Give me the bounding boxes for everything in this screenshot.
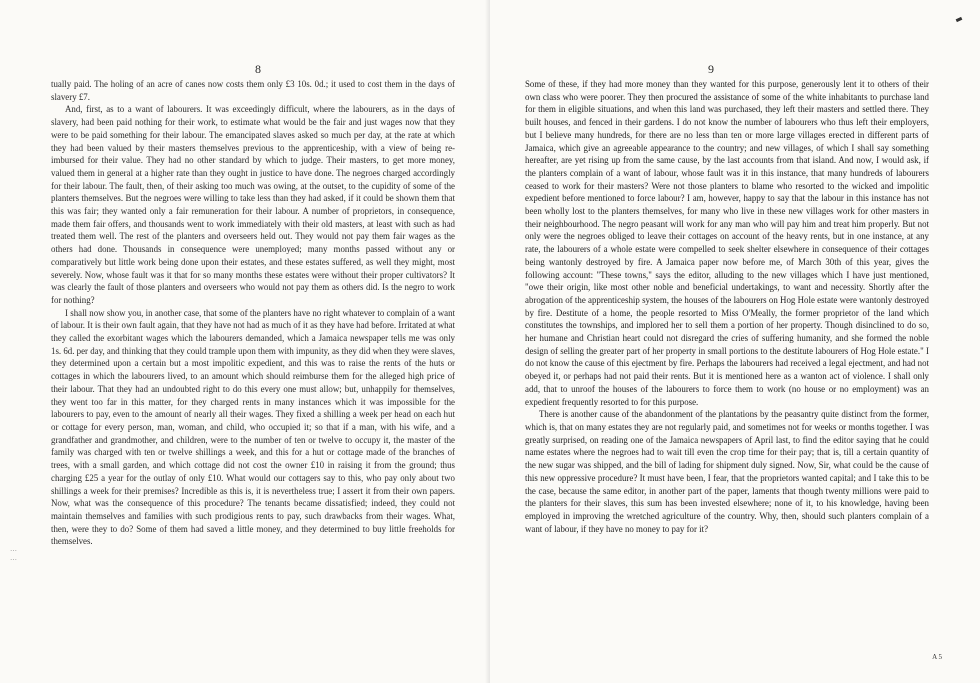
corner-mark — [956, 17, 963, 22]
page-number-left: 8 — [255, 62, 261, 76]
right-page — [490, 0, 980, 683]
margin-smudge: … … — [10, 545, 17, 562]
left-paragraph-2: And, first, as to a want of labourers. It was exceedingly difficult, where the labourers, as in the days of slavery, had been paid nothing for their work, to estimate what would be the fair and just wages now that they were to be paid something for their labour. The emancipated slaves asked so much per day, at the rate at which they had been valued by their masters themselves previous to the apprenticeship, with a view of being re-imbursed for their value. They had no other standard by which to judge. Their masters, to get more money, valued them in general at a higher rate than they ought in justice to have done. The negroes charged accordingly for their labour. The fault, then, of their asking too much was owing, at the outset, to the cupidity of some of the planters themselves. But the negroes were willing to take less than they had asked, if it could be shown them that this was fair; they wanted only a fair remuneration for their labour. A number of proprietors, in consequence, made them fair offers, and thousands went to work immediately with their old masters, at least with such as had treated them well. The rest of the planters and overseers held out. They would not pay them fair wages as the others had done. Thousands in consequence were unemployed; many months passed without any or comparatively but little work being done upon their estates, and these estates suffered, as well they might, most severely. Now, whose fault was it that for so many months these estates were without their proper cultivators? It was clearly the fault of those planters and overseers who would not pay them as others did. Is the negro to work for nothing? — [51, 104, 455, 305]
right-page-text — [525, 78, 929, 535]
left-paragraph-3: I shall now show you, in another case, that some of the planters have no right whatever to complain of a want of labour. It is their own fault again, that they have not had as much of it as they have had before. Irritated at what they called the exorbitant wages which the labourers demanded, which a Jamaica newspaper tells me was only 1s. 6d. per day, and thinking that they could trample upon them with impunity, as they did when they were slaves, they determined upon a certain but a most impolitic expedient, and this was to raise the rents of the huts or cottages in which the labourers lived, to an amount which should reimburse them for the alleged high price of their labour. That they had an undoubted right to do this every one must allow; but, unhappily for themselves, they went too far in this matter, for they charged rents in many instances which it was impossible for the labourers to pay, even to the amount of nearly all their wages. They fixed a shilling a week per head on each hut or cottage for every person, man, woman, and child, who occupied it; so that if a man, with his wife, and a grandfather and grandmother, and children, were to the number of ten or twelve to occupy it, the master of the family was charged with ten or twelve shillings a week, and this for a hut or cottage made of the branches of trees, with a small garden, and which cottage did not cost the owner £10 in raising it from the ground; thus charging £25 a year for the outlay of only £10. What would our cottagers say to this, who pay only about two shillings a week for their premises? Incredible as this is, it is nevertheless true; I assert it from their own papers. Now, what was the consequence of this procedure? The tenants became dissatisfied; indeed, they could not maintain themselves and families with such prodigious rents to pay, such drawbacks from their wages. What, then, were they to do? Some of them had saved a little money, and they determined to buy little freeholds for themselves. — [51, 307, 455, 547]
left-paragraph-1: tually paid. The holing of an acre of canes now costs them only £3 10s. 0d.; it used to cost them in the days of slavery £7. — [51, 79, 455, 102]
page-number-right: 9 — [708, 62, 714, 76]
left-page-text — [51, 78, 455, 548]
signature-mark: A 5 — [932, 653, 942, 661]
right-paragraph-2: There is another cause of the abandonment of the plantations by the peasantry quite distinct from the former, which is, that on many estates they are not regularly paid, and sometimes not for weeks or months together. I was greatly surprised, on reading one of the Jamaica newspapers of April last, to find the editor saying that he could name estates where the negroes had to wait till even the crop time for their pay; that is, till a certain quantity of the new sugar was shipped, and the bill of lading for shipment duly signed. Now, Sir, what could be the cause of this new oppressive procedure? It must have been, I fear, that the proprietors wanted capital; and I take this to be the case, because the same editor, in another part of the paper, laments that though twenty millions were paid to the planters for their slaves, this sum has been invested elsewhere; none of it, to his knowledge, having been employed in improving the wretched agriculture of the country. Why, then, should such planters complain of a want of labour, if they have no money to pay for it? — [525, 409, 929, 534]
right-paragraph-1: Some of these, if they had more money than they wanted for this purpose, generously lent it to others of their own class who were poorer. They then procured the assistance of some of the white inhabitants to purchase land for them in eligible situations, and when this land was purchased, they left their masters and settled there. They built houses, and fenced in their gardens. I do not know the number of labourers who thus left their employers, but I believe many hundreds, for there are no less than ten or more large villages erected in different parts of Jamaica, which give an agreeable appearance to the country; and new villages, of which I shall say something hereafter, are yet rising up from the same cause, by the last accounts from that island. And now, I would ask, if the planters complain of a want of labour, whose fault was it in this instance, that many hundreds of labourers ceased to work for their masters? Were not those planters to blame who resorted to the wicked and impolitic expedient before mentioned to force labour? I am, however, happy to say that the labour in this instance has not been wholly lost to the planters themselves, for many who live in these new villages work for other masters in their neighbourhood. The negro peasant will work for any man who will pay him and treat him properly. But not only were the negroes obliged to leave their cottages on account of the heavy rents, but in one instance, at any rate, the labourers of a whole estate were compelled to seek shelter elsewhere in consequence of their cottages being wantonly destroyed by fire. A Jamaica paper now before me, of March 30th of this year, gives the following account: "These towns," says the editor, alluding to the new villages which I have just mentioned, "owe their origin, like most other noble and beneficial undertakings, to want and necessity. Shortly after the abrogation of the apprenticeship system, the houses of the labourers on Hog Hole estate were wantonly destroyed by fire. Destitute of a home, the people resorted to Miss O'Meally, the former proprietor of the land which constitutes the townships, and implored her to sell them a portion of her property. Though disinclined to do so, her humane and Christian heart could not disregard the cries of suffering humanity, and she formed the noble design of selling the greater part of her property in small portions to the destitute labourers of Hog Hole estate." I do not know the cause of this ejectment by fire. Perhaps the labourers had received a legal ejectment, and had not obeyed it, or perhaps had not paid their rents. But it is mentioned here as a wanton act of violence. I shall only add, that to unroof the houses of the labourers to force them to work (no house or no employment) was an expedient frequently resorted to for this purpose. — [525, 79, 929, 407]
